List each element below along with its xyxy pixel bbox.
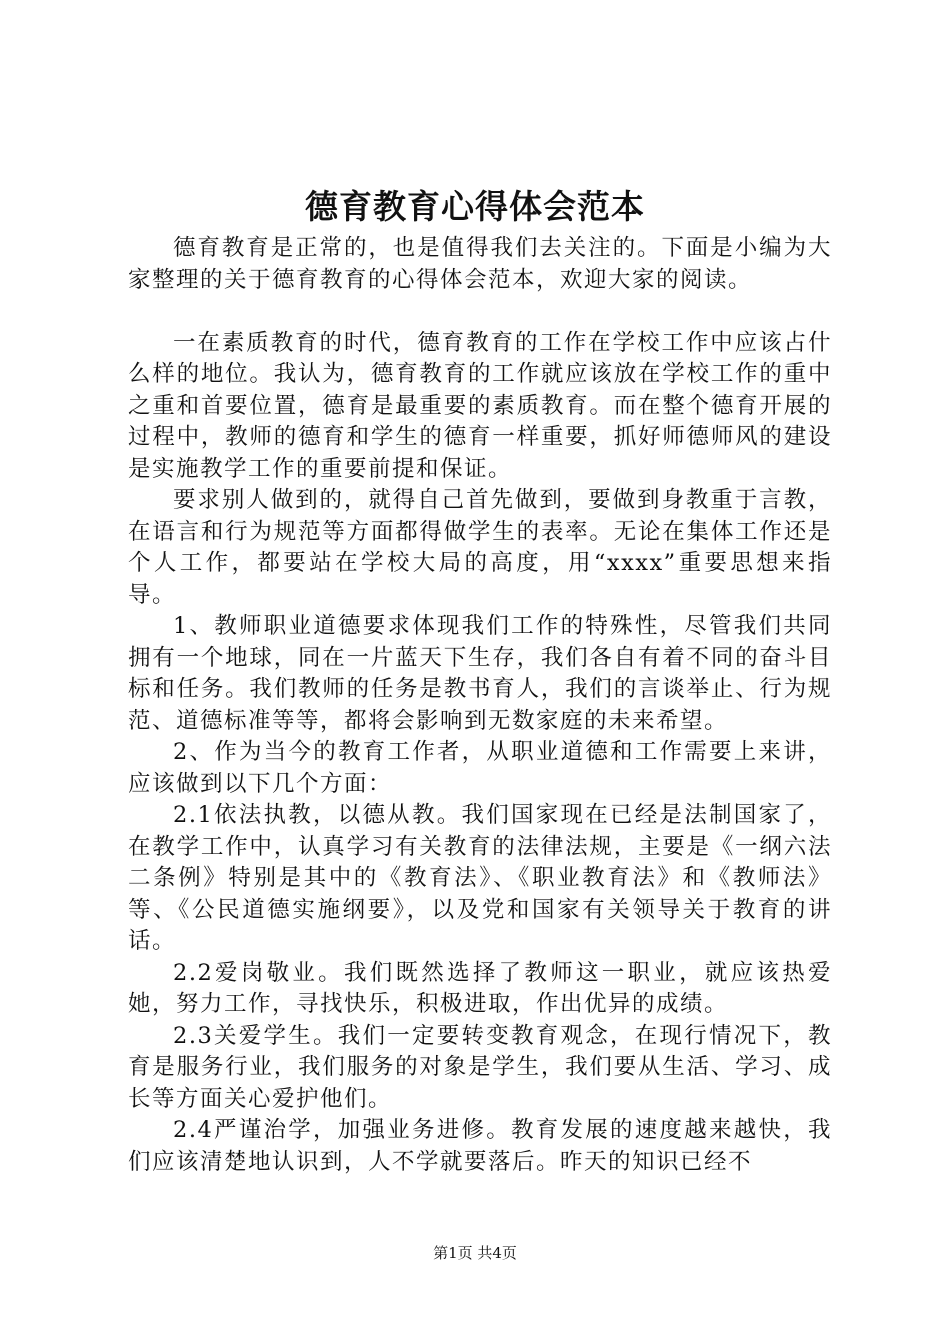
paragraph-intro: 德育教育是正常的，也是值得我们去关注的。下面是小编为大家整理的关于德育教育的心得体会范本，欢迎大家的阅读。 [128, 235, 832, 293]
page-total: 共4页 [477, 1244, 517, 1262]
document-title: 德育教育心得体会范本 [305, 187, 645, 226]
paragraph-1: 一在素质教育的时代，德育教育的工作在学校工作中应该占什么样的地位。我认为，德育教育的工作就应该放在学校工作的重中之重和首要位置，德育是最重要的素质教育。而在整个德育开展的过程中，教师的德育和学生的德育一样重要，抓好师德师风的建设是实施教学工作的重要前提和保证。 [128, 329, 832, 482]
page-number: 第1页 [433, 1244, 473, 1262]
paragraph-7: 2.3关爱学生。我们一定要转变教育观念，在现行情况下，教育是服务行业，我们服务的对象是学生，我们要从生活、学习、成长等方面关心爱护他们。 [128, 1022, 832, 1112]
document-body [128, 233, 832, 1178]
paragraph-5: 2.1依法执教，以德从教。我们国家现在已经是法制国家了，在教学工作中，认真学习有关教育的法律法规，主要是《一纲六法二条例》特别是其中的《教育法》、《职业教育法》和《教师法》等、《公民道德实施纲要》，以及党和国家有关领导关于教育的讲话。 [128, 802, 832, 954]
paragraph-6: 2.2爱岗敬业。我们既然选择了教师这一职业，就应该热爱她，努力工作，寻找快乐，积极进取，作出优异的成绩。 [128, 959, 832, 1017]
page-footer [0, 1242, 950, 1264]
paragraph-3: 1、教师职业道德要求体现我们工作的特殊性，尽管我们共同拥有一个地球，同在一片蓝天下生存，我们各自有着不同的奋斗目标和任务。我们教师的任务是教书育人，我们的言谈举止、行为规范、道德标准等等，都将会影响到无数家庭的未来希望。 [128, 613, 832, 734]
paragraph-8: 2.4严谨治学，加强业务进修。教育发展的速度越来越快，我们应该清楚地认识到，人不学就要落后。昨天的知识已经不 [128, 1117, 832, 1175]
paragraph-4: 2、作为当今的教育工作者，从职业道德和工作需要上来讲，应该做到以下几个方面： [128, 739, 832, 797]
paragraph-2: 要求别人做到的，就得自己首先做到，要做到身教重于言教，在语言和行为规范等方面都得做学生的表率。无论在集体工作还是个人工作，都要站在学校大局的高度，用“xxxx”重要思想来指导。 [128, 487, 832, 608]
